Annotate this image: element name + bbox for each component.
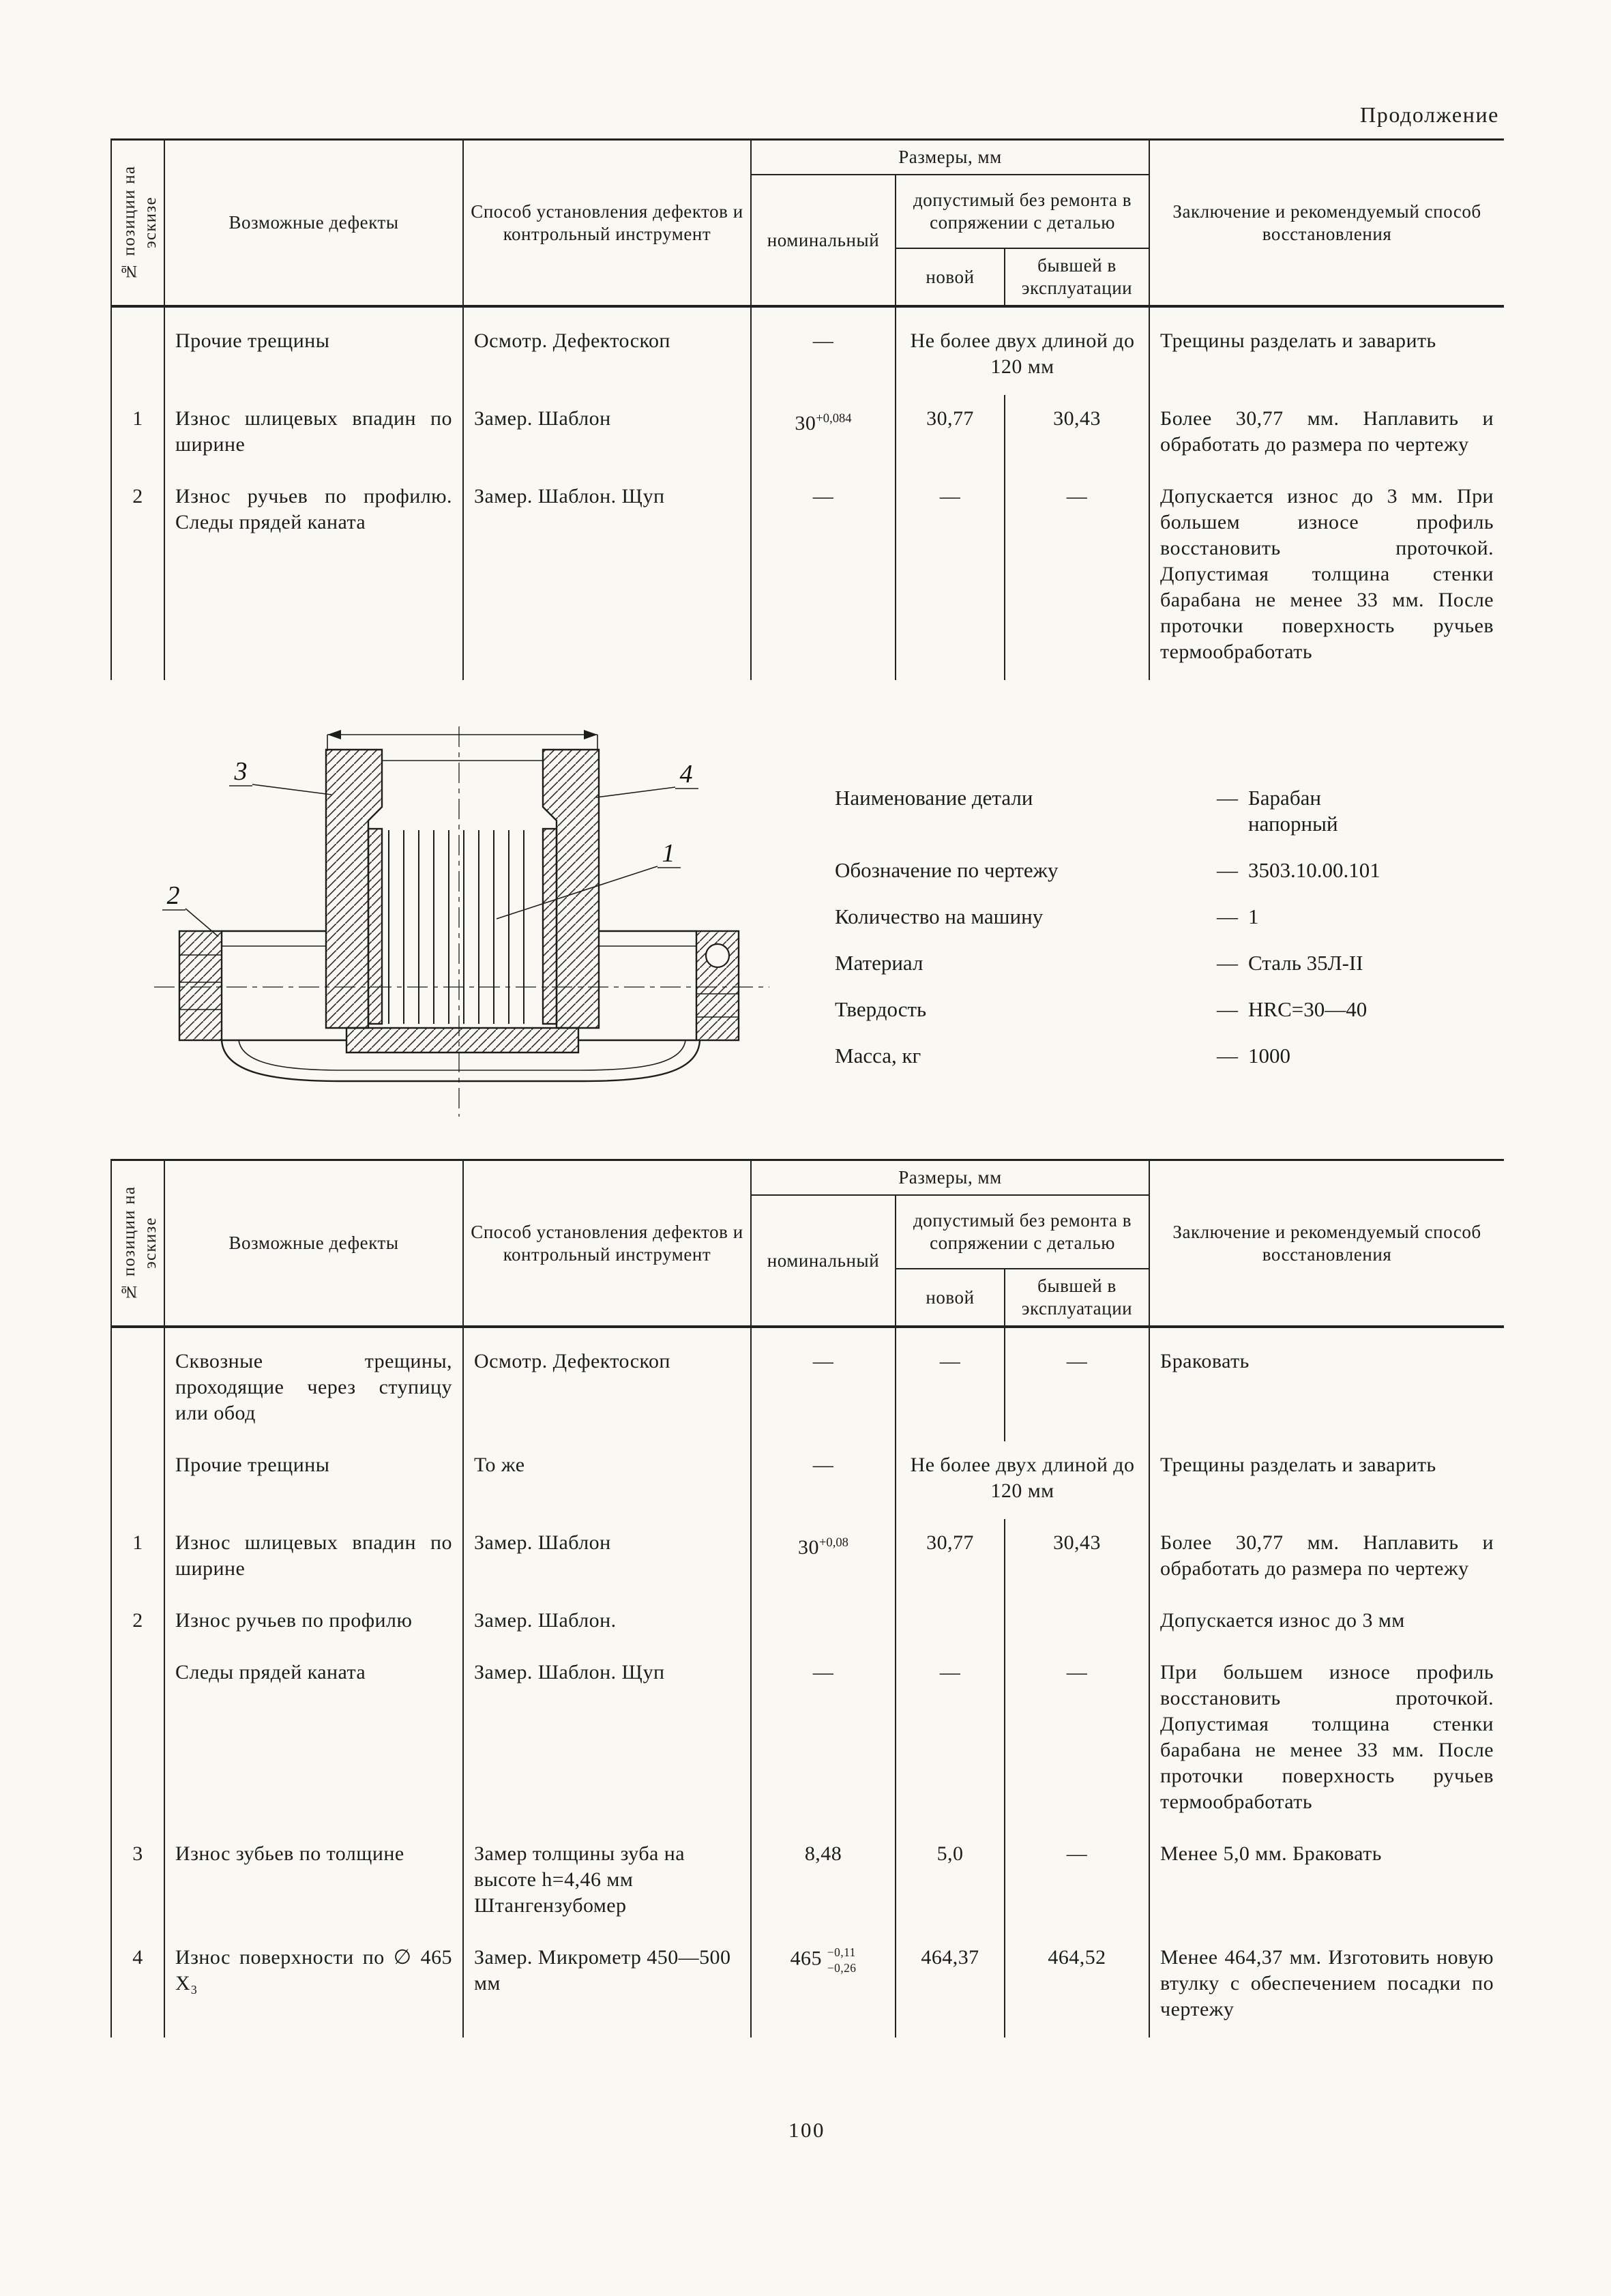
- position-cell: 2: [111, 1597, 164, 1649]
- nominal-cell: —: [751, 1327, 896, 1441]
- defect-cell: Износ ручьев по профилю: [164, 1597, 463, 1649]
- used-cell: 30,43: [1005, 1519, 1149, 1597]
- defect-cell: Износ зубьев по толщине: [164, 1830, 463, 1934]
- method-cell: Замер толщины зуба на высоте h=4,46 мм Штангензубомер: [463, 1830, 751, 1934]
- detail-label: Масса, кг: [835, 1044, 921, 1068]
- table-row: [111, 473, 1504, 680]
- defect-cell: Следы прядей каната: [164, 1649, 463, 1830]
- table-row: [111, 1519, 1504, 1597]
- position-cell: [111, 1327, 164, 1441]
- method-column-header: Способ установления дефектов и контрольный инструмент: [463, 1160, 751, 1327]
- new-cell: —: [896, 473, 1005, 680]
- defect-cell: Износ поверхности по ∅ 465 Х₃: [164, 1934, 463, 2037]
- detail-value: 1: [1248, 904, 1259, 928]
- method-cell: Замер. Шаблон. Щуп: [463, 473, 751, 680]
- new-column-header: новой: [896, 1269, 1005, 1327]
- detail-value: 1000: [1248, 1044, 1290, 1068]
- dimension-line: [327, 730, 597, 751]
- used-column-header: бывшей в эксплуатации: [1005, 1269, 1149, 1327]
- conclusion-cell: Менее 464,37 мм. Изготовить новую втулку с обеспечением посадки по чертежу: [1160, 1946, 1494, 2020]
- detail-info-list: [803, 720, 1503, 1122]
- permissible-group-header: допустимый без ремонта в сопряжении с деталью: [896, 175, 1149, 248]
- table-row: [111, 1649, 1504, 1830]
- conclusion-cell: Допускается износ до 3 мм: [1160, 1609, 1405, 1632]
- sizes-group-header: Размеры, мм: [751, 1160, 1149, 1196]
- defect-cell: Прочие трещины: [164, 1441, 463, 1519]
- position-cell: 2: [111, 473, 164, 680]
- table-row: [111, 1934, 1504, 2037]
- conclusion-cell: Более 30,77 мм. Наплавить и обработать до размера по чертежу: [1160, 1531, 1494, 1580]
- new-cell: 464,37: [896, 1934, 1005, 2037]
- dash: —: [1217, 951, 1238, 975]
- method-column-header: Способ установления дефектов и контрольный инструмент: [463, 140, 751, 307]
- permissible-merged-cell: Не более двух длиной до 120 мм: [896, 1441, 1149, 1519]
- detail-label: Количество на машину: [835, 904, 1044, 928]
- defect-cell: Износ шлицевых впадин по ширине: [164, 395, 463, 473]
- used-cell: —: [1005, 1327, 1149, 1441]
- detail-value: Барабан напорный: [1248, 786, 1338, 836]
- conclusion-cell: Браковать: [1160, 1350, 1250, 1372]
- dash: —: [1217, 1044, 1238, 1068]
- defects-column-header: Возможные дефекты: [164, 1160, 463, 1327]
- sizes-group-header: Размеры, мм: [751, 140, 1149, 175]
- defect-cell: Сквозные трещины, проходящие через ступицу или обод: [164, 1327, 463, 1441]
- new-cell: 30,77: [896, 395, 1005, 473]
- position-cell: [111, 1649, 164, 1830]
- new-cell: —: [896, 1649, 1005, 1830]
- new-cell: 30,77: [896, 1519, 1005, 1597]
- nominal-cell: 8,48: [751, 1830, 896, 1934]
- permissible-merged-cell: Не более двух длиной до 120 мм: [896, 306, 1149, 395]
- table-row: [111, 1441, 1504, 1519]
- used-cell: —: [1005, 1649, 1149, 1830]
- used-column-header: бывшей в эксплуатации: [1005, 248, 1149, 306]
- conclusion-cell: Более 30,77 мм. Наплавить и обработать до размера по чертежу: [1160, 407, 1494, 456]
- position-cell: [111, 306, 164, 395]
- detail-value: HRC=30—40: [1248, 997, 1368, 1021]
- method-cell: Замер. Шаблон.: [463, 1597, 751, 1649]
- detail-row: [835, 857, 1503, 883]
- conclusion-cell: При большем износе профиль восстановить проточкой. Допустимая толщина стенки барабана не менее 33 мм. После проточки поверхность ручьев термообработать: [1160, 1661, 1494, 1813]
- spline-bore: [368, 829, 557, 1024]
- nominal-cell: 465 −0,11 −0,26: [751, 1934, 896, 2037]
- new-column-header: новой: [896, 248, 1005, 306]
- nominal-cell: —: [751, 1649, 896, 1830]
- defects-column-header: Возможные дефекты: [164, 140, 463, 307]
- callouts: [162, 757, 698, 937]
- table-row: [111, 1597, 1504, 1649]
- conclusion-cell: Трещины разделать и заварить: [1160, 1454, 1436, 1476]
- detail-label: Твердость: [835, 997, 927, 1021]
- table-row: [111, 395, 1504, 473]
- position-cell: 1: [111, 395, 164, 473]
- table-1-header: [111, 140, 1504, 307]
- callout-4-label: 4: [679, 760, 693, 789]
- nominal-column-header: номинальный: [751, 175, 896, 306]
- nominal-cell: $30^{+0,084}$: [751, 395, 896, 473]
- dash: —: [1217, 904, 1238, 928]
- used-cell: —: [1005, 473, 1149, 680]
- callout-3-label: 3: [234, 757, 248, 786]
- detail-row: [835, 997, 1503, 1022]
- hub-bottom-boss: [346, 1028, 578, 1053]
- detail-row: [835, 950, 1503, 976]
- detail-value: 3503.10.00.101: [1248, 858, 1380, 882]
- conclusion-cell: Трещины разделать и заварить: [1160, 329, 1436, 352]
- technical-drawing: [115, 720, 803, 1122]
- used-cell: —: [1005, 1830, 1149, 1934]
- dash: —: [1217, 786, 1238, 810]
- method-cell: Осмотр. Дефектоскоп: [463, 306, 751, 395]
- permissible-group-header: допустимый без ремонта в сопряжении с деталью: [896, 1195, 1149, 1269]
- nominal-cell: $30^{+0,08}$: [751, 1519, 896, 1597]
- dash: —: [1217, 997, 1238, 1021]
- new-cell: 5,0: [896, 1830, 1005, 1934]
- position-cell: [111, 1441, 164, 1519]
- new-cell: —: [896, 1327, 1005, 1441]
- figure-section: [110, 720, 1503, 1122]
- method-cell: Замер. Шаблон: [463, 395, 751, 473]
- defect-cell: Износ ручьев по профилю. Следы прядей каната: [164, 473, 463, 680]
- pos-column-header: № позиции на эскизе: [111, 140, 164, 307]
- detail-value: Сталь 35Л-II: [1248, 951, 1363, 975]
- method-cell: Замер. Шаблон. Щуп: [463, 1649, 751, 1830]
- defect-cell: Прочие трещины: [164, 306, 463, 395]
- pos-column-header: № позиции на эскизе: [111, 1160, 164, 1327]
- position-cell: 4: [111, 1934, 164, 2037]
- nominal-cell: [751, 1597, 896, 1649]
- detail-label: Материал: [835, 951, 923, 975]
- position-cell: 1: [111, 1519, 164, 1597]
- conclusion-cell: Менее 5,0 мм. Браковать: [1160, 1842, 1382, 1865]
- method-cell: Замер. Шаблон: [463, 1519, 751, 1597]
- used-cell: 464,52: [1005, 1934, 1149, 2037]
- method-cell: Осмотр. Дефектоскоп: [463, 1327, 751, 1441]
- table-row: [111, 306, 1504, 395]
- new-cell: [896, 1597, 1005, 1649]
- table-row: [111, 1327, 1504, 1441]
- flange-hole: [706, 944, 729, 967]
- conclusion-cell: Допускается износ до 3 мм. При большем износе профиль восстановить проточкой. Допустимая толщина стенки барабана не менее 33 мм. После проточки поверхность ручьев термообработать: [1160, 485, 1494, 663]
- callout-2-label: 2: [166, 881, 180, 910]
- nominal-cell: —: [751, 306, 896, 395]
- nominal-cell: —: [751, 1441, 896, 1519]
- defect-table-1: [110, 138, 1504, 680]
- detail-row: [835, 1043, 1503, 1069]
- table-2-header: [111, 1160, 1504, 1327]
- detail-row: [835, 785, 1503, 837]
- page-number: 100: [788, 2118, 825, 2142]
- used-cell: 30,43: [1005, 395, 1149, 473]
- used-cell: [1005, 1597, 1149, 1649]
- nominal-column-header: номинальный: [751, 1195, 896, 1327]
- method-cell: То же: [463, 1441, 751, 1519]
- callout-1-label: 1: [662, 839, 675, 868]
- detail-label: Наименование детали: [835, 786, 1033, 810]
- conclusion-column-header: Заключение и рекомендуемый способ восстановления: [1172, 201, 1481, 244]
- detail-label: Обозначение по чертежу: [835, 858, 1059, 882]
- defect-cell: Износ шлицевых впадин по ширине: [164, 1519, 463, 1597]
- dash: —: [1217, 858, 1238, 882]
- conclusion-column-header: Заключение и рекомендуемый способ восстановления: [1172, 1221, 1481, 1265]
- detail-row: [835, 904, 1503, 930]
- position-cell: 3: [111, 1830, 164, 1934]
- defect-table-2: [110, 1159, 1504, 2037]
- table-row: [111, 1830, 1504, 1934]
- nominal-cell: —: [751, 473, 896, 680]
- continuation-label: Продолжение: [1360, 102, 1499, 127]
- method-cell: Замер. Микрометр 450—500 мм: [463, 1934, 751, 2037]
